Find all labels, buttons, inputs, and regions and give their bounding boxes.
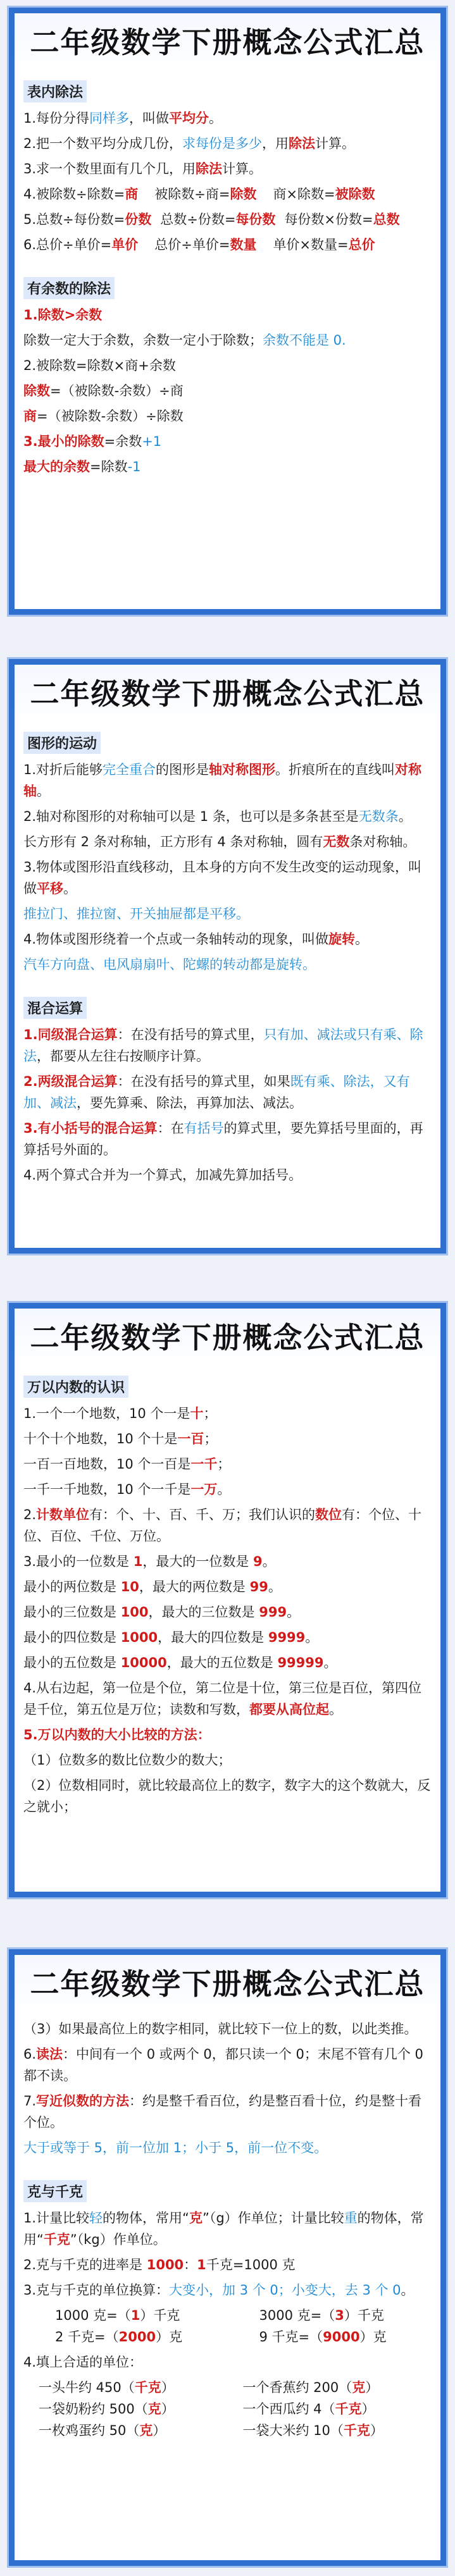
text-line: 最小的五位数是 10000，最大的五位数是 99999。 (23, 1655, 337, 1670)
text-line: 3.最小的一位数是 1，最大的一位数是 9。 (23, 1554, 276, 1569)
text-line: 商=（被除数-余数）÷除数 (23, 409, 184, 424)
unit-item: 一枚鸡蛋约 50（克） (39, 2423, 166, 2438)
section-heading: 图形的运动 (23, 732, 101, 754)
text-line: 十个十个地数，10 个十是一百； (23, 1431, 218, 1446)
section-heading: 表内除法 (23, 80, 87, 102)
text-line: 7.写近似数的方法：约是整千看百位，约是整百看十位，约是整十看个位。 (23, 2093, 422, 2130)
units-grid (23, 2377, 432, 2441)
text-line: 除数=（被除数-余数）÷商 (23, 383, 184, 398)
text-line: 1.同级混合运算：在没有括号的算式里，只有加、减法或只有乘、除法，都要从左往右按顺序计算。 (23, 1027, 423, 1064)
conversion-item: 2 千克=（2000）克 (55, 2329, 183, 2345)
section-heading: 有余数的除法 (23, 277, 115, 299)
text-line: 1.每份分得同样多，叫做平均分。 (23, 111, 223, 126)
text-line: 5.万以内数的大小比较的方法： (23, 1727, 211, 1742)
text-line: 3.克与千克的单位换算：大变小，加 3 个 0；小变大，去 3 个 0。 (23, 2283, 414, 2298)
text-line: （1）位数多的数比位数少的数大； (23, 1753, 232, 1768)
text-line: 大于或等于 5，前一位加 1；小于 5，前一位不变。 (23, 2140, 328, 2155)
text-line: 2.克与千克的进率是 1000：1千克=1000 克 (23, 2257, 296, 2272)
conversion-item: 9 千克=（9000）克 (259, 2329, 387, 2345)
text-line: 最小的四位数是 1000，最大的四位数是 9999。 (23, 1630, 319, 1645)
section-heading: 克与千克 (23, 2180, 87, 2202)
text-line: 3.有小括号的混合运算：在有括号的算式里，要先算括号里面的，再算括号外面的。 (23, 1121, 423, 1157)
unit-item: 一袋奶粉约 500（克） (39, 2401, 175, 2417)
unit-item: 一头牛约 450（千克） (39, 2380, 175, 2395)
text-line: 2.两级混合运算：在没有括号的算式里，如果既有乘、除法，又有加、减法，要先算乘、除法，再算加法、减法。 (23, 1074, 410, 1111)
page-title: 二年级数学下册概念公式汇总 (15, 13, 440, 71)
formula-line: 5.总数÷每份数=份数 总数÷份数=每份数 每份数×份数=总数 (23, 212, 400, 227)
text-line: 一千一千地数，10 个一千是一万。 (23, 1482, 231, 1497)
page-title: 二年级数学下册概念公式汇总 (15, 1955, 440, 2013)
section-heading: 万以内数的认识 (23, 1376, 128, 1398)
text-line: 6.读法：中间有一个 0 或两个 0，都只读一个 0；末尾不管有几个 0 都不读。 (23, 2047, 423, 2083)
unit-item: 一袋大米约 10（千克） (242, 2423, 383, 2438)
text-line: 1.计量比较轻的物体，常用“克”（g）作单位；计量比较重的物体，常用“千克”（kg）作单位。 (23, 2210, 424, 2247)
card-motion-mixed-operations (9, 659, 446, 1254)
text-line: 最大的余数=除数-1 (23, 459, 141, 474)
text-line: 推拉门、推拉窗、开关抽屉都是平移。 (23, 906, 249, 921)
text-line: 长方形有 2 条对称轴，正方形有 4 条对称轴，圆有无数条对称轴。 (23, 834, 416, 849)
text-line: 3.求一个数里面有几个几，用除法计算。 (23, 161, 263, 176)
unit-item: 一个香蕉约 200（克） (242, 2380, 379, 2395)
text-line: 一百一百地数，10 个一百是一千； (23, 1457, 231, 1472)
section-heading: 混合运算 (23, 997, 87, 1019)
text-line: 最小的三位数是 100，最大的三位数是 999。 (23, 1605, 301, 1620)
card-division (9, 8, 446, 615)
text-line: （3）如果最高位上的数字相同，就比较下一位上的数，以此类推。 (23, 2021, 418, 2037)
text-line: 2.把一个数平均分成几份，求每份是多少，用除法计算。 (23, 136, 356, 151)
text-line: 2.轴对称图形的对称轴可以是 1 条，也可以是多条甚至是无数条。 (23, 809, 412, 824)
page-title: 二年级数学下册概念公式汇总 (15, 665, 440, 723)
page-title: 二年级数学下册概念公式汇总 (15, 1309, 440, 1367)
conversion-item: 3000 克=（3）千克 (259, 2308, 384, 2323)
conversion-item: 1000 克=（1）千克 (55, 2308, 180, 2323)
text-line: 4.填上合适的单位： (23, 2355, 143, 2370)
unit-item: 一个西瓜约 4（千克） (242, 2401, 375, 2417)
formula-line: 4.被除数÷除数=商 被除数÷商=除数 商×除数=被除数 (23, 187, 375, 202)
text-line: 1.一个一个地数，10 个一是十； (23, 1406, 217, 1421)
formula-line: 6.总价÷单价=单价 总价÷单价=数量 单价×数量=总价 (23, 237, 375, 252)
text-line: 2.被除数=除数×商+余数 (23, 358, 176, 373)
text-line: 4.物体或图形绕着一个点或一条轴转动的现象，叫做旋转。 (23, 932, 369, 947)
text-line: 3.最小的除数=余数+1 (23, 434, 162, 449)
text-line: 汽车方向盘、电风扇扇叶、陀螺的转动都是旋转。 (23, 957, 316, 972)
card-grams-kilograms (9, 1949, 446, 2566)
text-line: 除数一定大于余数，余数一定小于除数；余数不能是 0. (23, 333, 346, 348)
text-line: 1.对折后能够完全重合的图形是轴对称图形。折痕所在的直线叫对称轴。 (23, 762, 422, 799)
text-line: 最小的两位数是 10，最大的两位数是 99。 (23, 1579, 282, 1594)
text-line: 1.除数>余数 (23, 307, 103, 323)
text-line: （2）位数相同时，就比较最高位上的数字，数字大的这个数就大，反之就小； (23, 1778, 431, 1815)
text-line: 3.物体或图形沿直线移动，且本身的方向不发生改变的运动现象，叫做平移。 (23, 860, 422, 896)
text-line: 2.计数单位有：个、十、百、千、万；我们认识的数位有：个位、十位、百位、千位、万位。 (23, 1507, 422, 1544)
text-line: 4.两个算式合并为一个算式，加减先算加括号。 (23, 1168, 302, 1183)
conversion-grid (23, 2305, 432, 2348)
text-line: 4.从右边起，第一位是个位，第二位是十位，第三位是百位，第四位是千位，第五位是万位；读数和写数，都要从高位起。 (23, 1680, 422, 1717)
card-numbers-within-10000 (9, 1303, 446, 1897)
